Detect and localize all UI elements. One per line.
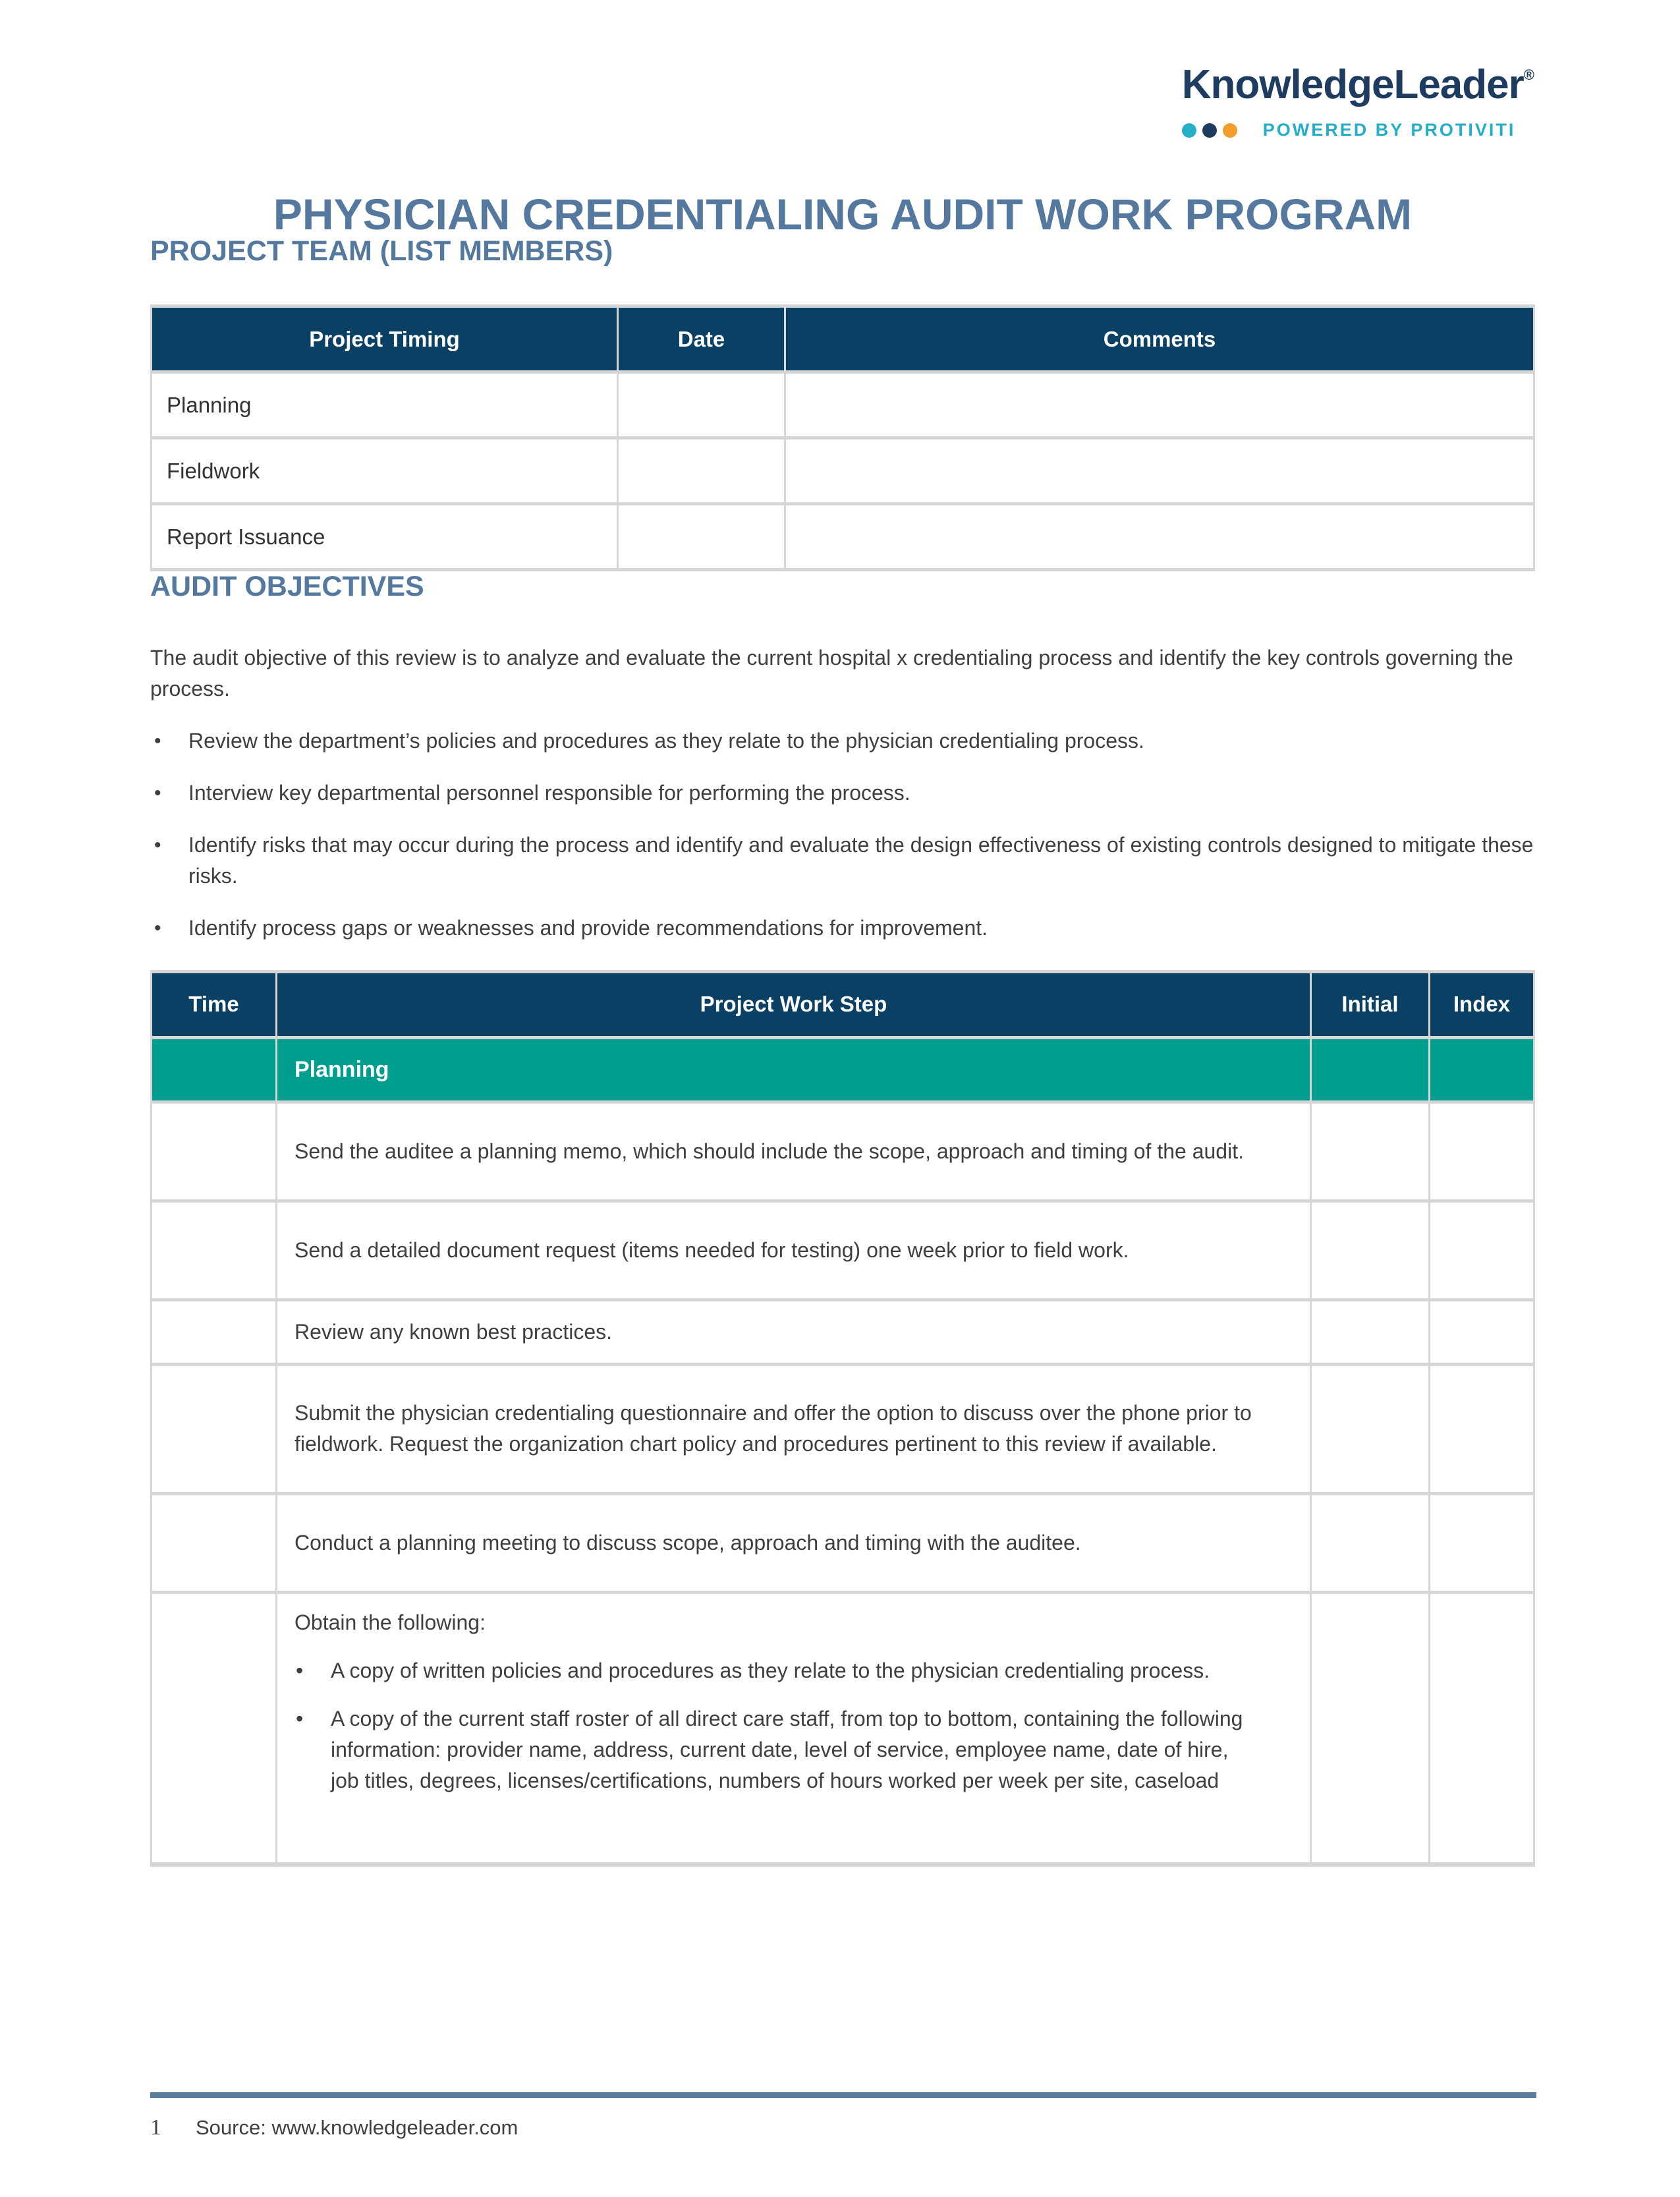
date-cell xyxy=(618,438,785,504)
column-header-project-timing: Project Timing xyxy=(152,306,618,372)
logo-brand-text: KnowledgeLeader xyxy=(1181,62,1524,107)
work-program-table-header xyxy=(152,971,1534,1037)
bullet-dot-icon: • xyxy=(154,834,161,856)
section-heading-project-team: PROJECT TEAM (LIST MEMBERS) xyxy=(150,235,613,267)
logo-dot-teal-icon xyxy=(1182,123,1196,138)
index-cell xyxy=(1430,1493,1534,1592)
bullet-dot-icon: • xyxy=(296,1706,304,1730)
objective-text: Identify risks that may occur during the process and identify and evaluate the design effectiveness of existing controls designed to mitigate these risks. xyxy=(188,832,1534,888)
column-header-comments: Comments xyxy=(785,306,1534,372)
footer-rule xyxy=(150,2092,1536,2098)
project-timing-table xyxy=(150,304,1535,571)
time-cell xyxy=(152,1201,277,1299)
column-header-date: Date xyxy=(618,306,785,372)
work-program-table xyxy=(150,970,1535,1867)
page-number: 1 xyxy=(150,2115,161,2140)
work-step-row-obtain xyxy=(152,1592,1534,1864)
work-step-row xyxy=(152,1201,1534,1299)
index-cell xyxy=(1430,1037,1534,1102)
initial-cell xyxy=(1311,1364,1430,1493)
initial-cell xyxy=(1311,1102,1430,1201)
work-step-bullet-text: A copy of the current staff roster of all direct care staff, from top to bottom, containing the following information: provider name, address, current date, level of service, employee name, date of hire, job titles, degrees, licenses/certifications, numbers of hours worked per week per site, caseload xyxy=(331,1706,1243,1792)
time-cell xyxy=(152,1592,277,1864)
bullet-dot-icon: • xyxy=(154,917,161,939)
work-step-bullet xyxy=(294,1703,1257,1796)
footer-row xyxy=(150,2115,1536,2140)
work-step-row xyxy=(152,1364,1534,1493)
audit-objectives-intro: The audit objective of this review is to analyze and evaluate the current hospital x credentialing process and identify the key controls governing the process. xyxy=(150,645,1513,700)
page-title: PHYSICIAN CREDENTIALING AUDIT WORK PROGRAM xyxy=(273,190,1413,239)
section-heading-audit-objectives: AUDIT OBJECTIVES xyxy=(150,571,424,603)
comments-cell xyxy=(785,438,1534,504)
bullet-dot-icon: • xyxy=(154,729,161,752)
date-cell xyxy=(618,504,785,570)
table-row-report-issuance xyxy=(152,504,1534,570)
initial-cell xyxy=(1311,1037,1430,1102)
work-step-cell xyxy=(277,1592,1311,1864)
source-text: Source: www.knowledgeleader.com xyxy=(196,2116,518,2139)
initial-cell xyxy=(1311,1493,1430,1592)
objective-text: Interview key departmental personnel responsible for performing the process. xyxy=(188,780,910,805)
work-step-text: Conduct a planning meeting to discuss scope, approach and timing with the auditee. xyxy=(277,1493,1311,1592)
work-step-text: Review any known best practices. xyxy=(277,1299,1311,1364)
initial-cell xyxy=(1311,1299,1430,1364)
objective-text: Identify process gaps or weaknesses and provide recommendations for improvement. xyxy=(188,915,988,940)
time-cell xyxy=(152,1102,277,1201)
initial-cell xyxy=(1311,1592,1430,1864)
column-header-index: Index xyxy=(1430,971,1534,1037)
objective-bullet xyxy=(150,778,1535,809)
objective-text: Review the department’s policies and procedures as they relate to the physician credentialing process. xyxy=(188,728,1144,753)
work-step-text: Send a detailed document request (items needed for testing) one week prior to field work. xyxy=(277,1201,1311,1299)
bullet-dot-icon: • xyxy=(296,1658,304,1682)
work-step-bullet xyxy=(294,1655,1257,1686)
index-cell xyxy=(1430,1299,1534,1364)
logo-tagline: POWERED BY PROTIVITI xyxy=(1262,120,1516,140)
timing-label: Planning xyxy=(152,372,618,438)
objective-bullet xyxy=(150,913,1535,944)
date-cell xyxy=(618,372,785,438)
index-cell xyxy=(1430,1201,1534,1299)
table-row-fieldwork xyxy=(152,438,1534,504)
index-cell xyxy=(1430,1364,1534,1493)
index-cell xyxy=(1430,1592,1534,1864)
page-footer xyxy=(150,2092,1536,2140)
project-timing-table-header xyxy=(152,306,1534,372)
table-row-planning xyxy=(152,372,1534,438)
work-step-row xyxy=(152,1493,1534,1592)
registered-trademark-icon: ® xyxy=(1523,67,1534,83)
work-step-text: Submit the physician credentialing questionnaire and offer the option to discuss over the phone prior to fieldwork. Request the organization chart policy and procedures pertinent to this review if available. xyxy=(277,1364,1311,1493)
work-step-bullet-text: A copy of written policies and procedures as they relate to the physician credentialing process. xyxy=(331,1658,1210,1682)
knowledgeleader-logo xyxy=(1181,62,1534,140)
objective-bullet xyxy=(150,726,1535,756)
initial-cell xyxy=(1311,1201,1430,1299)
work-step-row xyxy=(152,1299,1534,1364)
objective-bullet xyxy=(150,830,1535,892)
section-row-planning xyxy=(152,1037,1534,1102)
work-step-row xyxy=(152,1102,1534,1201)
column-header-initial: Initial xyxy=(1311,971,1430,1037)
comments-cell xyxy=(785,372,1534,438)
logo-tagline-row xyxy=(1182,120,1534,140)
work-step-intro: Obtain the following: xyxy=(294,1610,486,1634)
timing-label: Report Issuance xyxy=(152,504,618,570)
section-label: Planning xyxy=(277,1037,1311,1102)
time-cell xyxy=(152,1493,277,1592)
time-cell xyxy=(152,1037,277,1102)
work-step-text: Send the auditee a planning memo, which should include the scope, approach and timing of the audit. xyxy=(277,1102,1311,1201)
column-header-time: Time xyxy=(152,971,277,1037)
time-cell xyxy=(152,1364,277,1493)
comments-cell xyxy=(785,504,1534,570)
index-cell xyxy=(1430,1102,1534,1201)
logo-dot-orange-icon xyxy=(1223,123,1237,138)
timing-label: Fieldwork xyxy=(152,438,618,504)
bullet-dot-icon: • xyxy=(154,782,161,804)
column-header-project-work-step: Project Work Step xyxy=(277,971,1311,1037)
logo-dot-navy-icon xyxy=(1202,123,1217,138)
time-cell xyxy=(152,1299,277,1364)
logo-wordmark xyxy=(1181,62,1534,107)
